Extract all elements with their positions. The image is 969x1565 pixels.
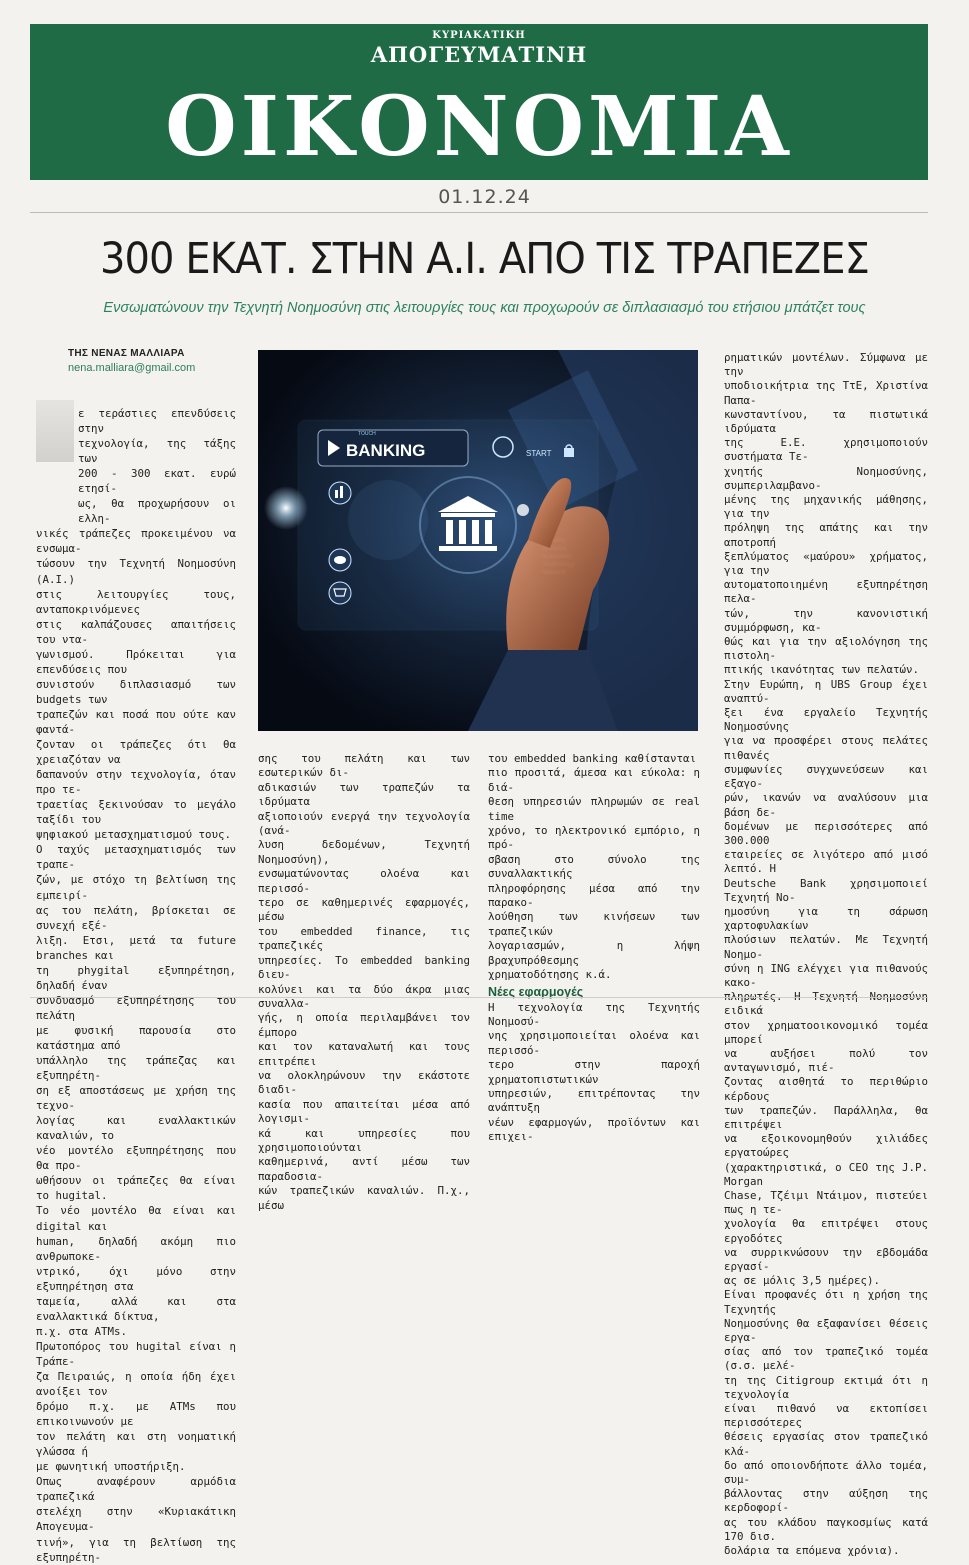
text-line: μένης της μηχανικής μάθησης, για την (724, 493, 928, 521)
text-line: να ολοκληρώνουν την εκάστοτε διαδι- (258, 1068, 470, 1097)
text-line: δομένων με περισσότερες από 300.000 (724, 819, 928, 847)
text-line: τραπεζών και ποσά που ούτε καν φαντά- (36, 707, 236, 736)
text-line: τη phygital εξυπηρέτηση, δηλαδή έναν (36, 963, 236, 992)
text-line: με φωνητική υποστήριξη. (36, 1460, 186, 1474)
column-3-text-b (488, 1001, 700, 1145)
text-line: ση εξ αποστάσεως με χρήση της τεχνο- (36, 1084, 236, 1113)
text-line: τών, την κανονιστική συμμόρφωση, κα- (724, 606, 928, 634)
text-line: θεση υπηρεσιών πληρωμών σε real time (488, 795, 700, 823)
text-line: τη της Citigroup εκτιμά ότι η τεχνολογία (724, 1373, 928, 1401)
text-line: του embedded banking καθίστανται (488, 752, 697, 765)
text-line: Deutsche Bank χρησιμοποιεί Τεχνητή Νο- (724, 876, 928, 904)
text-line: νης χρησιμοποιείται ολοένα και περισσό- (488, 1029, 700, 1057)
text-line: ωθήσουν οι τράπεζες θα είναι το hugital. (36, 1174, 236, 1203)
text-line: τραετίας ξεκινούσαν το μεγάλο ταξίδι του (36, 798, 236, 827)
text-line: κωνσταντίνου, τα πιστωτικά ιδρύματα (724, 407, 928, 436)
text-line: είναι πιθανό να εκτοπίσει περισσότερες (724, 1402, 928, 1430)
text-line: Chase, Τζέιμι Ντάιμον, πιστεύει πως η τε- (724, 1188, 928, 1217)
text-line: υπηρεσίες. Το embedded banking διευ- (258, 953, 470, 982)
text-line: συμφωνίες συγχωνεύσεων και εξαγο- (724, 762, 928, 791)
newspaper-name: ΑΠΟΓΕΥΜΑΤΙΝΗ (370, 42, 588, 67)
text-line: Το νέο μοντέλο θα είναι και digital και (36, 1204, 236, 1233)
text-line: ρών, ικανών να αναλύσουν μια βάση δε- (724, 791, 928, 819)
lock-icon (564, 448, 574, 457)
text-line: υπάλληλο της τράπεζας και εξυπηρέτη- (36, 1054, 236, 1083)
banking-illustration (258, 350, 698, 731)
text-line: λούθηση των κινήσεων των τραπεζικών (488, 910, 700, 938)
text-line: καθημερινά, αντί μέσω των παραδοσια- (258, 1155, 470, 1183)
text-line: υποδιοικήτρια της ΤτΕ, Χριστίνα Παπα- (724, 379, 928, 407)
text-line: κασία που απαιτείται μέσα από λογισμι- (258, 1097, 470, 1126)
top-divider (30, 212, 928, 213)
text-line: Πρωτοπόρος του hugital είναι η Τράπε- (36, 1339, 236, 1368)
text-line: (χαρακτηριστικά, ο CEO της J.P. Morgan (724, 1160, 928, 1188)
text-line: ως, θα προχωρήσουν οι ελλη- (78, 497, 236, 526)
article-column-2 (258, 752, 470, 1213)
text-line: λογίας και εναλλακτικών καναλιών, το (36, 1114, 236, 1143)
text-line: της Ε.Ε. χρησιμοποιούν συστήματα Τε- (724, 436, 928, 464)
text-line: και τον καταναλωτή και τους επιτρέπει (258, 1040, 470, 1068)
text-line: θώς και για την αξιολόγηση της πιστολη- (724, 635, 928, 663)
text-line: γωνισμού. Πρόκειται για επενδύσεις που (36, 647, 236, 676)
text-line: πληροφόρησης μέσα από την παρακο- (488, 881, 700, 910)
article-photo (258, 350, 698, 731)
text-line: human, δηλαδή ακόμη πιο ανθρωποκε- (36, 1234, 236, 1263)
text-line: τον πελάτη και στη νοηματική γλώσσα ή (36, 1430, 236, 1459)
start-label: START (526, 449, 552, 458)
text-line: λογαριασμών, η λήψη βραχυπρόθεσμης (488, 939, 700, 967)
text-line: του embedded finance, τις τραπεζικές (258, 924, 470, 953)
article-subheadline: Ενσωματώνουν την Τεχνητή Νοημοσύνη στις λειτουργίες τους και προχωρούν σε διπλασιασμό του ετήσιου μπάτζετ τους (103, 300, 866, 316)
text-line: να εξοικονομηθούν χιλιάδες εργατοώρες (724, 1132, 928, 1160)
text-line: λιξη. Ετσι, μετά τα future branches και (36, 933, 236, 962)
text-line: κών τραπεζικών καναλιών. Π.χ., μέσω (258, 1184, 470, 1212)
text-line: 200 - 300 εκατ. ευρώ ετησί- (78, 467, 236, 496)
text-line: ζα Πειραιώς, η οποία ήδη έχει ανοίξει τον (36, 1370, 236, 1399)
text-line: Είναι προφανές ότι η χρήση της Τεχνητής (724, 1288, 928, 1316)
text-line: ας του πελάτη, βρίσκεται σε συνεχή εξέ- (36, 903, 236, 932)
text-line: αξιοποιούν ενεργά την τεχνολογία (ανά- (258, 809, 470, 838)
text-line: των τραπεζών. Παράλληλα, θα επιτρέψει (724, 1103, 928, 1131)
text-line: εταιρείες σε λιγότερο από μισό λεπτό. Η (724, 848, 928, 876)
text-line: στις καλπάζουσες απαιτήσεις του ντα- (36, 617, 236, 646)
issue-date: 01.12.24 (438, 186, 531, 208)
text-line: ξεπλύματος «μαύρου» χρήματος, για την (724, 549, 928, 578)
text-line: τερο στην παροχή χρηματοπιστωτικών (488, 1058, 700, 1086)
text-line: κολύνει και τα δύο άκρα μιας συναλλα- (258, 982, 470, 1010)
text-line: να συρρικνώσουν την εβδομάδα εργασί- (724, 1245, 928, 1273)
text-line: κά και υπηρεσίες που χρησιμοποιούνται (258, 1126, 470, 1154)
masthead-top-label: ΚΥΡΙΑΚΑΤΙΚΗ (432, 30, 526, 41)
column-3-text-a (488, 752, 700, 983)
text-line: χνητής Νοημοσύνης, συμπεριλαμβανο- (724, 464, 928, 492)
text-line: ξει ένα εργαλείο Τεχνητής Νοημοσύνης (724, 706, 928, 734)
text-line: θέσεις εργασίας στον τραπεζικό κλά- (724, 1430, 928, 1458)
text-line: συνιστούν διπλασιασμό των budgets των (36, 677, 236, 706)
text-line: χρηματοδότησης κ.ά. (488, 968, 612, 982)
text-line: ας σε μόλις 3,5 ημέρες). (724, 1274, 881, 1288)
article-column-4 (724, 351, 928, 1558)
text-line: π.χ. στα ATMs. (36, 1324, 128, 1338)
text-line: σίας από τον τραπεζικό τομέα (σ.σ. μελέ- (724, 1345, 928, 1373)
text-line: σύνη η ING ελέγχει για πιθανούς κακο- (724, 961, 928, 989)
text-line: αυτοματοποιημένη εξυπηρέτηση πελα- (724, 578, 928, 606)
text-line: Στην Ευρώπη, η UBS Group έχει αναπτύ- (724, 677, 928, 705)
text-line: πιο προσιτά, άμεσα και εύκολα: η διά- (488, 766, 700, 794)
text-line: ζονταν οι τράπεζες ότι θα χρειαζόταν να (36, 738, 236, 767)
text-line: ταμεία, αλλά και στα εναλλακτικά δίκτυα, (36, 1294, 236, 1323)
text-line: Ο ταχύς μετασχηματισμός των τραπε- (36, 843, 236, 872)
text-line: στις λειτουργίες τους, ανταποκρινόμενες (36, 587, 236, 616)
masthead (30, 24, 928, 180)
banking-label: BANKING (346, 441, 426, 460)
text-line: νέο μοντέλο εξυπηρέτησης που θα προ- (36, 1144, 236, 1173)
text-line: δολάρια τα επόμενα χρόνια). (724, 1544, 900, 1558)
text-line: με φυσική παρουσία στο κατάστημα από (36, 1023, 236, 1052)
text-line: νικές τράπεζες προκειμένου να ενσωμα- (36, 527, 236, 556)
text-line: τεχνολογία, της τάξης των (78, 437, 236, 466)
text-line: λυση δεδομένων, Τεχνητή Νοημοσύνη), (258, 838, 470, 866)
article-column-1 (36, 406, 236, 1565)
bottom-divider (30, 997, 928, 998)
chart-icon (335, 490, 338, 498)
text-line: αδικασιών των τραπεζών τα ιδρύματα (258, 780, 470, 809)
panel-small-label: TOUCH (358, 431, 376, 437)
text-line: Οπως αναφέρουν αρμόδια τραπεζικά (36, 1475, 236, 1504)
text-line: ζών, με στόχο τη βελτίωση της εμπειρί- (36, 873, 236, 902)
text-line: γής, η οποία περιλαμβάνει τον έμπορο (258, 1011, 470, 1039)
text-line: ενσωματώνοντας ολοένα και περισσό- (258, 867, 470, 895)
text-line: βάλλοντας στην αύξηση της κερδοφορί- (724, 1487, 928, 1515)
byline: ΤΗΣ ΝΕΝΑΣ ΜΑΛΛΙΑΡΑ (68, 348, 185, 359)
text-line: πτικής ικανότητας των πελατών. (724, 663, 920, 677)
text-line: ρηματικών μοντέλων. Σύμφωνα με την (724, 351, 928, 379)
text-line: χνολογία θα επιτρέψει στους εργοδότες (724, 1217, 928, 1245)
text-line: ας του κλάδου παγκοσμίως κατά 170 δισ. (724, 1515, 928, 1543)
piggy-bank-icon (334, 556, 346, 564)
text-line: ημοσύνη για τη σάρωση χαρτοφυλακίων (724, 904, 928, 933)
text-line: υπηρεσιών, επιτρέποντας την ανάπτυξη (488, 1086, 700, 1115)
text-line: δαπανούν στην τεχνολογία, όταν προ τε- (36, 768, 236, 797)
text-line: ζοντας αισθητά το περιθώριο κέρδους (724, 1075, 928, 1103)
text-line: χρόνο, το ηλεκτρονικό εμπόριο, η πρό- (488, 824, 700, 852)
text-line: σης του πελάτη και των εσωτερικών δι- (258, 752, 470, 780)
text-line: στελέχη στην «Κυριακάτικη Απογευμα- (36, 1505, 236, 1534)
text-line: σβαση στο σύνολο της συναλλακτικής (488, 852, 700, 881)
article-column-3 (488, 752, 700, 1145)
author-email: nena.malliara@gmail.com (68, 362, 196, 374)
text-line: Νοημοσύνης θα εξαφανίσει θέσεις εργα- (724, 1316, 928, 1345)
text-line: τώσουν την Τεχνητή Νοημοσύνη (Α.Ι.) (36, 557, 236, 586)
text-line: συνδυασμό εξυπηρέτησης του πελάτη (36, 993, 236, 1022)
text-line: τερο σε καθημερινές εφαρμογές, μέσω (258, 896, 470, 924)
text-line: ψηφιακού μετασχηματισμού τους. (36, 828, 232, 842)
text-line: δρόμο π.χ. με ATMs που επικοινωνούν με (36, 1400, 236, 1429)
text-line: ε τεράστιες επενδύσεις στην (78, 407, 236, 436)
text-line: πληρωτές. Η Τεχνητή Νοημοσύνη ειδικά (724, 990, 928, 1018)
text-line: νέων εφαρμογών, προϊόντων και επιχει- (488, 1115, 700, 1144)
subsection-heading: Νέες εφαρμογές (488, 984, 584, 999)
text-line: ντρικό, όχι μόνο στην εξυπηρέτηση στα (36, 1264, 236, 1293)
text-line: Η τεχνολογία της Τεχνητής Νοημοσύ- (488, 1000, 700, 1028)
text-line: δο από οποιονδήποτε άλλο τομέα, συμ- (724, 1458, 928, 1487)
text-line: πρόληψη της απάτης και την αποτροπή (724, 521, 928, 549)
section-title: ΟΙΚΟΝΟΜΙΑ (165, 79, 793, 175)
text-line: τινή», για τη βελτίωση της εξυπηρέτη- (36, 1535, 236, 1564)
text-line: να αυξήσει πολύ τον ανταγωνισμό, πιέ- (724, 1046, 928, 1075)
article-headline: 300 ΕΚΑΤ. ΣΤΗΝ Α.Ι. ΑΠΟ ΤΙΣ ΤΡΑΠΕΖΕΣ (100, 234, 869, 284)
text-line: στον χρηματοοικονομικό τομέα μπορεί (724, 1018, 928, 1046)
text-line: πλούσιων πελατών. Με Τεχνητή Νοημο- (724, 933, 928, 961)
text-line: για να προσφέρει στους πελάτες πιθανές (724, 734, 928, 762)
